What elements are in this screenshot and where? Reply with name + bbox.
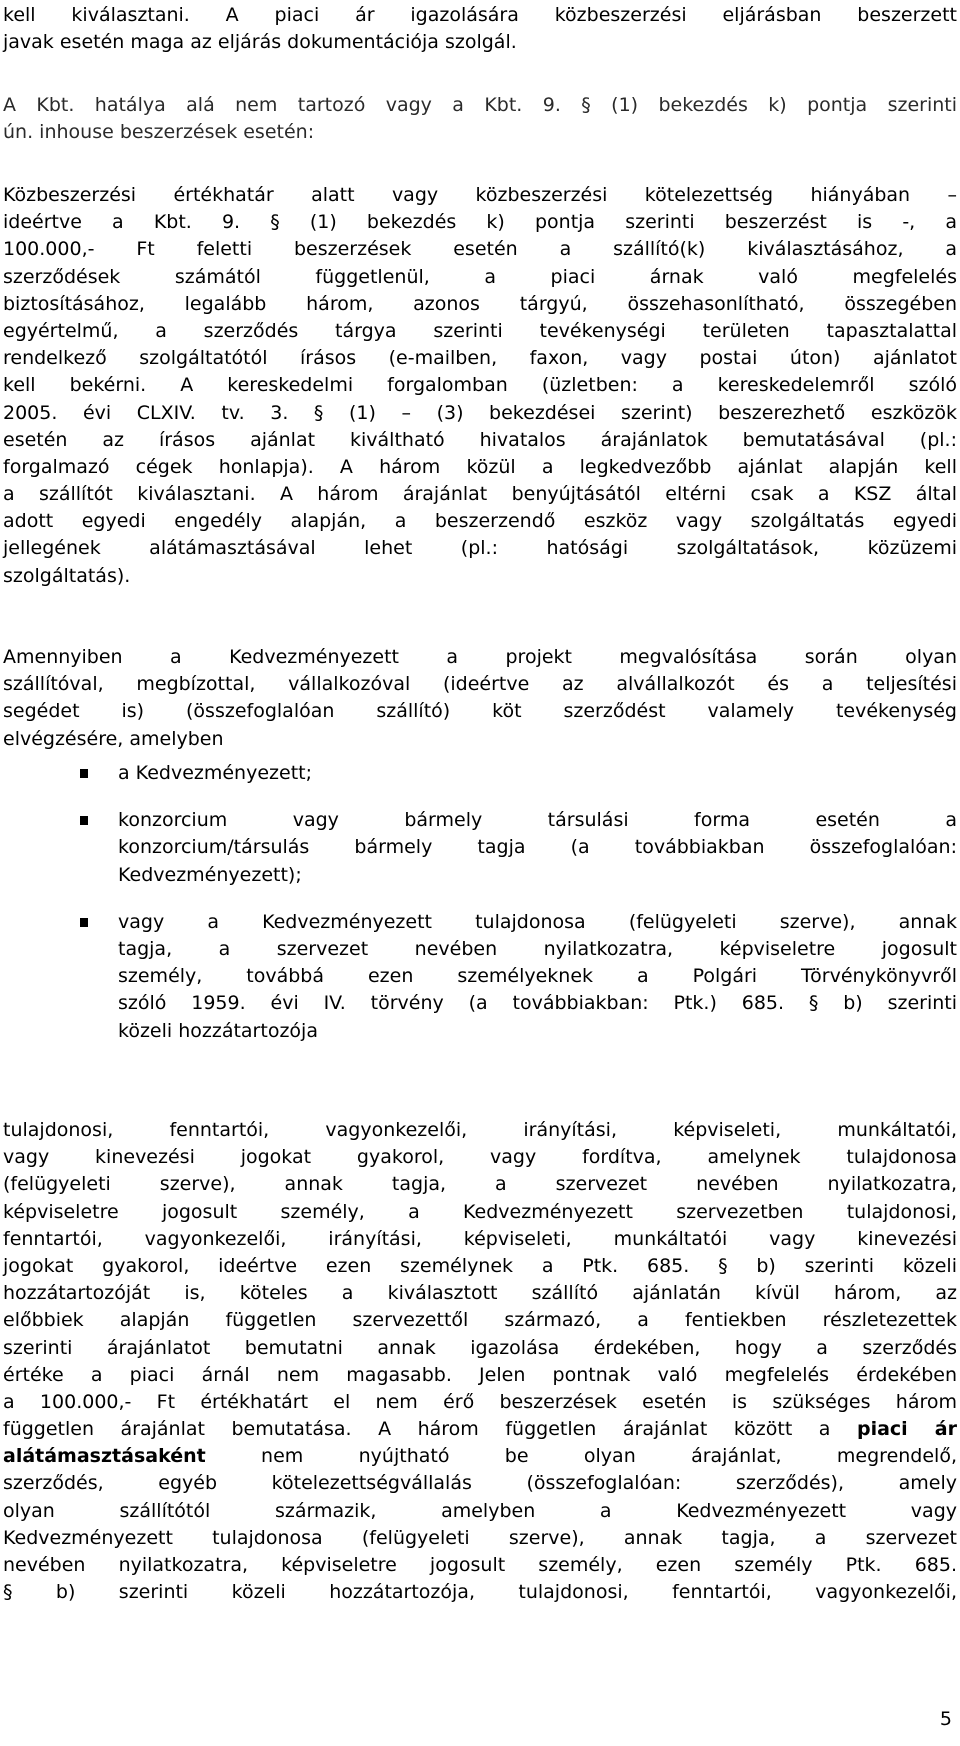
- square-bullet-icon: [80, 769, 88, 778]
- text-line: A Kbt. hatálya alá nem tartozó vagy a Kbt. 9. § (1) bekezdés k) pontja szerinti: [3, 94, 957, 116]
- list-item: [80, 807, 957, 889]
- text-line: hozzátartozóját is, köteles a kiválasztott szállító ajánlatán kívül három, az: [3, 1282, 957, 1305]
- list-item: [80, 760, 957, 787]
- text-run: nem nyújtható be olyan árajánlat, megrendelő,: [205, 1445, 957, 1468]
- square-bullet-icon: [80, 918, 88, 927]
- text-line: a Kedvezményezett;: [118, 762, 312, 784]
- text-line: szerződések számától függetlenül, a piaci árnak való megfelelés: [3, 265, 957, 288]
- text-line: elvégzésére, amelyben: [3, 727, 224, 750]
- text-line: nevében nyilatkozatra, képviseletre jogosult személy, ezen személy Ptk. 685.: [3, 1554, 957, 1576]
- bullet-list: [80, 760, 957, 1045]
- text-line: 2005. évi CLXIV. tv. 3. § (1) – (3) bekezdései szerint) beszerezhető eszközök: [3, 401, 957, 424]
- list-item: [80, 909, 957, 1045]
- text-line: olyan szállítótól származik, amelyben a Kedvezményezett vagy: [3, 1499, 957, 1522]
- text-line: kell bekérni. A kereskedelmi forgalomban (üzletben: a kereskedelemről szóló: [3, 374, 957, 397]
- paragraph-kozbeszerzesi-ertekhatar: [3, 182, 957, 590]
- text-line: szolgáltatás).: [3, 564, 131, 587]
- text-line: közeli hozzátartozója: [118, 1019, 318, 1042]
- text-line: segédet is) (összefoglalóan szállító) köt szerződést valamely tevékenység: [3, 700, 957, 723]
- text-line: adott egyedi engedély alapján, a beszerzendő eszköz vagy szolgáltatás egyedi: [3, 510, 957, 533]
- text-line: szóló 1959. évi IV. törvény (a továbbiakban: Ptk.) 685. § b) szerinti: [118, 992, 957, 1015]
- text-line: Közbeszerzési értékhatár alatt vagy közbeszerzési kötelezettség hiányában –: [3, 184, 957, 206]
- text-line: (felügyeleti szerve), annak tagja, a szervezet nevében nyilatkozatra,: [3, 1173, 957, 1196]
- text-line: Amennyiben a Kedvezményezett a projekt megvalósítása során olyan: [3, 646, 957, 668]
- text-line: képviseletre jogosult személy, a Kedvezményezett szervezetben tulajdonosi,: [3, 1200, 957, 1223]
- text-line: javak esetén maga az eljárás dokumentációja szolgál.: [3, 31, 517, 54]
- text-line: a szállítót kiválasztani. A három árajánlat benyújtásától eltérni csak a KSZ által: [3, 483, 957, 506]
- text-line: fenntartói, vagyonkezelői, irányítási, képviseleti, munkáltatói vagy kinevezési: [3, 1227, 957, 1250]
- text-line: tulajdonosi, fenntartói, vagyonkezelői, irányítási, képviseleti, munkáltatói,: [3, 1119, 957, 1141]
- text-line: esetén az írásos ajánlat kiváltható hivatalos árajánlatok bemutatásával (pl.:: [3, 428, 957, 451]
- text-line: egyértelmű, a szerződés tárgya szerinti tevékenységi területen tapasztalattal: [3, 319, 957, 342]
- text-run: független árajánlat bemutatása. A három független árajánlat között a: [3, 1418, 857, 1441]
- bold-text: piaci ár: [856, 1418, 957, 1441]
- text-line: konzorcium/társulás bármely tagja (a továbbiakban összefoglalóan:: [118, 836, 957, 859]
- text-line: forgalmazó cégek honlapja). A három közül a legkedvezőbb ajánlat alapján kell: [3, 455, 957, 478]
- text-line: 100.000,- Ft feletti beszerzések esetén a szállító(k) kiválasztásához, a: [3, 238, 957, 261]
- text-line: szállítóval, megbízottal, vállalkozóval (ideértve az alvállalkozót és a teljesítési: [3, 673, 957, 696]
- text-line: biztosításához, legalább három, azonos tárgyú, összehasonlítható, összegében: [3, 292, 957, 315]
- text-line: jogokat gyakorol, ideértve ezen személynek a Ptk. 685. § b) szerinti közeli: [3, 1254, 957, 1277]
- paragraph-piaci-ar-igazolas: [3, 2, 957, 56]
- text-line: szerződés, egyéb kötelezettségvállalás (összefoglalóan: szerződés), amely: [3, 1472, 957, 1495]
- text-line: tagja, a szervezet nevében nyilatkozatra, képviseletre jogosult: [118, 937, 957, 960]
- text-line: kell kiválasztani. A piaci ár igazolására közbeszerzési eljárásban beszerzett: [3, 4, 957, 26]
- text-line: ideértve a Kbt. 9. § (1) bekezdés k) pontja szerinti beszerzést is -, a: [3, 211, 957, 234]
- text-line: személy, továbbá ezen személyeknek a Polgári Törvénykönyvről: [118, 965, 957, 988]
- paragraph-amennyiben: [3, 644, 957, 753]
- text-line: Kedvezményezett);: [118, 863, 302, 886]
- text-line: rendelkező szolgáltatótól írásos (e-mailben, faxon, vagy postai úton) ajánlatot: [3, 347, 957, 370]
- text-line-mixed: [3, 1416, 957, 1443]
- text-line: előbbiek alapján független szervezettől származó, a fentiekben részletezettek: [3, 1309, 957, 1332]
- text-line: vagy a Kedvezményezett tulajdonosa (felügyeleti szerve), annak: [118, 910, 957, 933]
- text-line: ún. inhouse beszerzések esetén:: [3, 121, 315, 144]
- bold-text: alátámasztásaként: [3, 1445, 206, 1468]
- text-line: jellegének alátámasztásával lehet (pl.: hatósági szolgáltatások, közüzemi: [3, 537, 957, 560]
- paragraph-inhouse-heading: [3, 92, 957, 146]
- text-line: értéke a piaci árnál nem magasabb. Jelen pontnak való megfelelés érdekében: [3, 1363, 957, 1386]
- text-line: konzorcium vagy bármely társulási forma esetén a: [118, 809, 957, 832]
- text-line: a 100.000,- Ft értékhatárt el nem érő beszerzések esetén is szükséges három: [3, 1390, 957, 1413]
- text-line: § b) szerinti közeli hozzátartozója, tulajdonosi, fenntartói, vagyonkezelői,: [3, 1581, 957, 1604]
- paragraph-tulajdonosi: [3, 1117, 957, 1606]
- square-bullet-icon: [80, 816, 88, 825]
- text-line: vagy kinevezési jogokat gyakorol, vagy fordítva, amelynek tulajdonosa: [3, 1146, 957, 1169]
- text-line: Kedvezményezett tulajdonosa (felügyeleti szerve), annak tagja, a szervezet: [3, 1526, 957, 1549]
- page-number: 5: [939, 1708, 952, 1730]
- text-line-mixed: [3, 1443, 957, 1470]
- text-line: szerinti árajánlatot bemutatni annak igazolása érdekében, hogy a szerződés: [3, 1336, 957, 1359]
